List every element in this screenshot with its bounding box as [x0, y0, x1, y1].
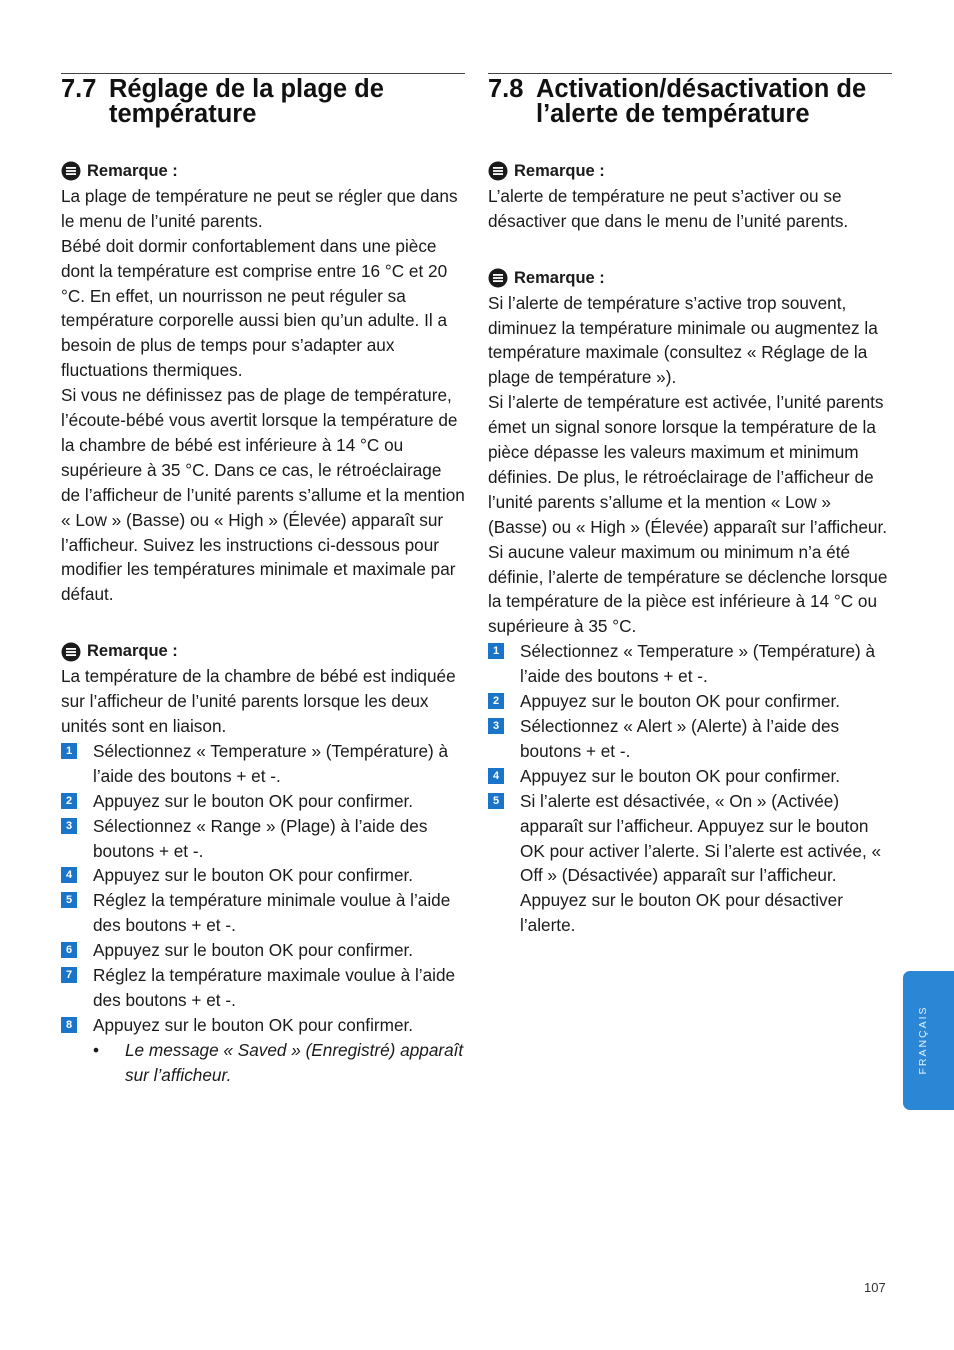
note-label: Remarque : [514, 268, 605, 287]
step-text: Réglez la température maximale voulue à l’aide des boutons + et -. [93, 965, 456, 1010]
result-bullet [61, 1038, 465, 1088]
paragraph: La plage de température ne peut se régler que dans le menu de l’unité parents. [61, 185, 458, 231]
step-number-badge: 3 [61, 818, 77, 834]
section-title: Réglage de la plage de température [109, 75, 384, 128]
paragraph: L’alerte de température ne peut s’activer ou se désactiver que dans le menu de l’unité parents. [488, 185, 849, 231]
section-number: 7.7 [61, 75, 97, 103]
note-icon [488, 161, 508, 181]
note-icon [488, 268, 508, 288]
step-number-badge: 1 [61, 743, 77, 759]
steps-list [61, 739, 465, 1038]
step-number-badge: 2 [488, 693, 504, 709]
section-rule [61, 73, 465, 74]
note-block [488, 266, 892, 640]
step-item [488, 764, 892, 789]
language-tab [903, 971, 954, 1110]
paragraph: Si l’alerte de température s’active trop souvent, diminuez la température minimale ou augmentez la température maximale (consultez « Réglage de la plage de température »). [488, 292, 878, 388]
note-label: Remarque : [87, 162, 178, 180]
step-item [488, 639, 892, 689]
step-text: Réglez la température minimale voulue à l’aide des boutons + et -. [93, 890, 451, 936]
paragraph: La température de la chambre de bébé est indiquée sur l’afficheur de l’unité parents lorsque les deux unités sont en liaison. [61, 666, 456, 736]
section-title: Activation/désactivation de l’alerte de température [536, 75, 867, 128]
step-text: Sélectionnez « Range » (Plage) à l’aide des boutons + et -. [93, 815, 428, 861]
paragraph: Si vous ne définissez pas de plage de température, l’écoute-bébé vous avertit lorsque la température de la chambre de bébé est inférieure à 14 °C ou supérieure à 35 °C. Dans ce cas, le rétroéclairage de l’afficheur de l’unité parents s’allume et la mention « Low » (Basse) ou « High » (Élevée) apparaît sur l’afficheur. Suivez les instructions ci-dessous pour modifier les températures minimale et maximale par défaut. [61, 385, 465, 605]
step-item [61, 739, 465, 789]
result-text: Le message « Saved » (Enregistré) apparaît sur l’afficheur. [125, 1039, 464, 1085]
step-item [61, 963, 465, 1013]
steps-list [488, 639, 892, 938]
step-item [61, 888, 465, 938]
section-number: 7.8 [488, 75, 524, 103]
step-text: Sélectionnez « Temperature » (Température) à l’aide des boutons + et -. [520, 641, 876, 687]
note-block [61, 159, 465, 607]
step-text: Appuyez sur le bouton OK pour confirmer. [93, 940, 414, 961]
step-number-badge: 4 [488, 768, 504, 784]
step-text: Appuyez sur le bouton OK pour confirmer. [93, 790, 414, 811]
paragraph: Si l’alerte de température est activée, l’unité parents émet un signal sonore lorsque la température de la pièce dépasse les valeurs maximum et minimum définies. De plus, le rétroéclairage de l’afficheur de l’unité parents s’allume et la mention « Low » (Basse) ou « High » (Élevée) apparaît sur l’afficheur. Si aucune valeur maximum ou minimum n’a été définie, l’alerte de température se déclenche lorsque la température de la pièce est inférieure à 14 °C ou supérieure à 35 °C. [488, 392, 888, 637]
paragraph: Bébé doit dormir confortablement dans une pièce dont la température est comprise entre 16 °C et 20 °C. En effet, un nourrisson ne peut réguler sa température corporelle aussi bien qu’un adulte. Il a besoin de plus de temps pour s’adapter aux fluctuations thermiques. [61, 235, 448, 381]
step-number-badge: 5 [61, 892, 77, 908]
section-heading [488, 77, 892, 127]
step-item [61, 938, 465, 963]
step-item [61, 814, 465, 864]
step-item [488, 689, 892, 714]
step-text: Appuyez sur le bouton OK pour confirmer. [520, 691, 841, 712]
step-number-badge: 7 [61, 967, 77, 983]
language-tab-label: FRANÇAIS [917, 1005, 929, 1075]
bullet-dot: • [93, 1039, 100, 1060]
section-7-7 [61, 73, 465, 1088]
step-item [61, 1013, 465, 1038]
step-text: Sélectionnez « Temperature » (Température) à l’aide des boutons + et -. [93, 740, 449, 786]
step-number-badge: 2 [61, 793, 77, 809]
step-text: Si l’alerte est désactivée, « On » (Activée) apparaît sur l’afficheur. Appuyez sur le bouton OK pour activer l’alerte. Si l’alerte est activée, « Off » (Désactivée) apparaît sur l’afficheur. Appuyez sur le bouton OK pour désactiver l’alerte. [520, 790, 882, 936]
step-number-badge: 4 [61, 867, 77, 883]
note-icon [61, 161, 81, 181]
section-heading [61, 77, 465, 127]
note-icon [61, 642, 81, 662]
step-text: Appuyez sur le bouton OK pour confirmer. [93, 1014, 414, 1035]
section-rule [488, 73, 892, 74]
step-number-badge: 3 [488, 718, 504, 734]
step-text: Appuyez sur le bouton OK pour confirmer. [520, 765, 841, 786]
step-item [61, 789, 465, 814]
step-number-badge: 6 [61, 942, 77, 958]
step-item [61, 863, 465, 888]
page-number: 107 [864, 1280, 886, 1295]
note-label: Remarque : [514, 162, 605, 180]
note-label: Remarque : [87, 642, 178, 661]
step-number-badge: 8 [61, 1017, 77, 1033]
step-number-badge: 1 [488, 643, 504, 659]
section-7-8 [488, 73, 892, 938]
step-item [488, 714, 892, 764]
step-item [488, 789, 892, 938]
step-text: Appuyez sur le bouton OK pour confirmer. [93, 865, 414, 886]
note-block [61, 639, 465, 739]
note-block [488, 159, 892, 234]
step-number-badge: 5 [488, 793, 504, 809]
step-text: Sélectionnez « Alert » (Alerte) à l’aide des boutons + et -. [520, 716, 840, 761]
